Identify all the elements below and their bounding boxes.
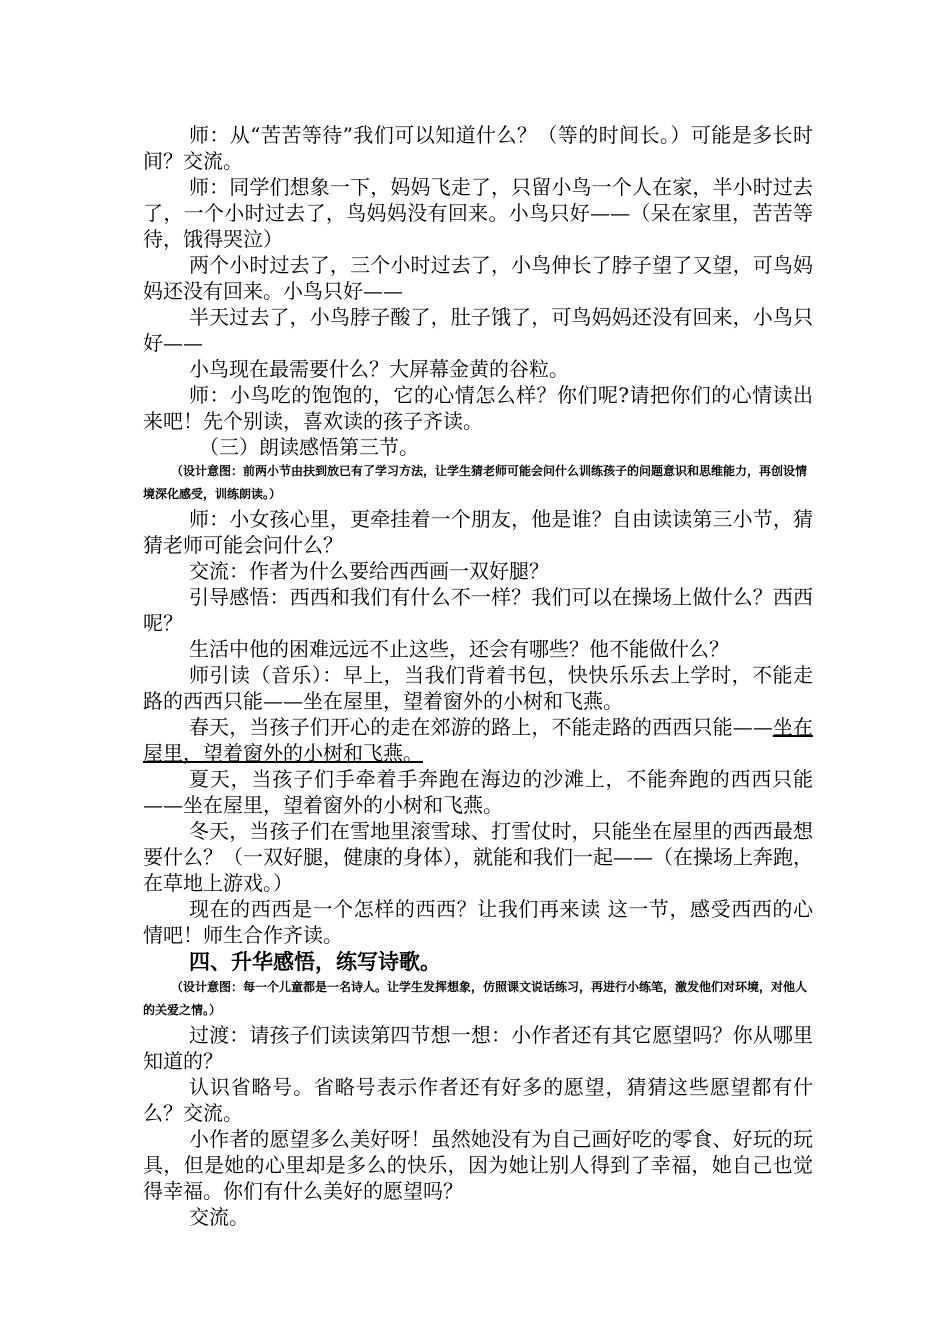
paragraph: 认识省略号。省略号表示作者还有好多的愿望，猜猜这些愿望都有什么？交流。	[143, 1075, 813, 1125]
paragraph: 夏天，当孩子们手牵着手奔跑在海边的沙滩上，不能奔跑的西西只能——坐在屋里，望着窗外的小树和飞燕。	[143, 767, 813, 817]
underlined-text: 坐在屋里，望着窗外的小树和飞燕。	[143, 715, 814, 765]
document-page	[143, 122, 813, 1230]
paragraph-text: 春天，当孩子们开心的走在郊游的路上，不能走路的西西只能——	[189, 715, 773, 739]
paragraph: 小作者的愿望多么美好呀！虽然她没有为自己画好吃的零食、好玩的玩具，但是她的心里却是多么的快乐，因为她让别人得到了幸福，她自己也觉得幸福。你们有什么美好的愿望吗？	[143, 1127, 813, 1203]
paragraph: 师引读（音乐）：早上，当我们背着书包，快快乐乐去上学时，不能走路的西西只能——坐在屋里，望着窗外的小树和飞燕。	[143, 663, 813, 713]
paragraph: 过渡：请孩子们读读第四节想一想：小作者还有其它愿望吗？你从哪里知道的？	[143, 1023, 813, 1073]
paragraph: 生活中他的困难远远不止这些，还会有哪些？他不能做什么？	[189, 637, 729, 661]
paragraph	[143, 714, 813, 766]
paragraph: 交流。	[189, 1205, 249, 1229]
paragraph: 冬天，当孩子们在雪地里滚雪球、打雪仗时，只能坐在屋里的西西最想要什么？（一双好腿，健康的身体），就能和我们一起——（在操场上奔跑，在草地上游戏。）	[143, 819, 813, 895]
paragraph: 师：小鸟吃的饱饱的，它的心情怎么样？你们呢?请把你们的心情读出来吧！先个别读，喜欢读的孩子齐读。	[143, 383, 813, 433]
paragraph: 两个小时过去了，三个小时过去了，小鸟伸长了脖子望了又望，可鸟妈妈还没有回来。小鸟只好——	[143, 253, 813, 303]
paragraph: 小鸟现在最需要什么？大屏幕金黄的谷粒。	[189, 357, 569, 381]
paragraph: 交流：作者为什么要给西西画一双好腿？	[189, 559, 549, 583]
paragraph: 半天过去了，小鸟脖子酸了，肚子饿了，可鸟妈妈还没有回来，小鸟只好——	[143, 305, 813, 355]
paragraph: 师：小女孩心里，更牵挂着一个朋友，他是谁？自由读读第三小节，猜猜老师可能会问什么？	[143, 507, 813, 557]
design-intent-note: （设计意图：前两小节由扶到放已有了学习方法，让学生猜老师可能会问什么训练孩子的问题意识和思维能力，再创设情境深化感受，训练朗读。）	[143, 464, 808, 501]
section-subheading: （三）朗读感悟第三节。	[199, 435, 419, 459]
paragraph: 师：同学们想象一下，妈妈飞走了，只留小鸟一个人在家，半小时过去了，一个小时过去了，鸟妈妈没有回来。小鸟只好——（呆在家里，苦苦等待，饿得哭泣）	[143, 175, 813, 251]
paragraph: 师：从“苦苦等待”我们可以知道什么？（等的时间长。）可能是多长时间？交流。	[143, 123, 813, 173]
design-intent-note: （设计意图：每一个儿童都是一名诗人。让学生发挥想象，仿照课文说话练习，再进行小练笔，激发他们对环境，对他人的关爱之情。）	[143, 980, 808, 1017]
paragraph: 引导感悟：西西和我们有什么不一样？我们可以在操场上做什么？西西呢？	[143, 585, 813, 635]
paragraph: 现在的西西是一个怎样的西西？让我们再来读 这一节，感受西西的心情吧！师生合作齐读。	[143, 897, 813, 947]
section-heading: 四、升华感悟，练写诗歌。	[189, 949, 441, 974]
